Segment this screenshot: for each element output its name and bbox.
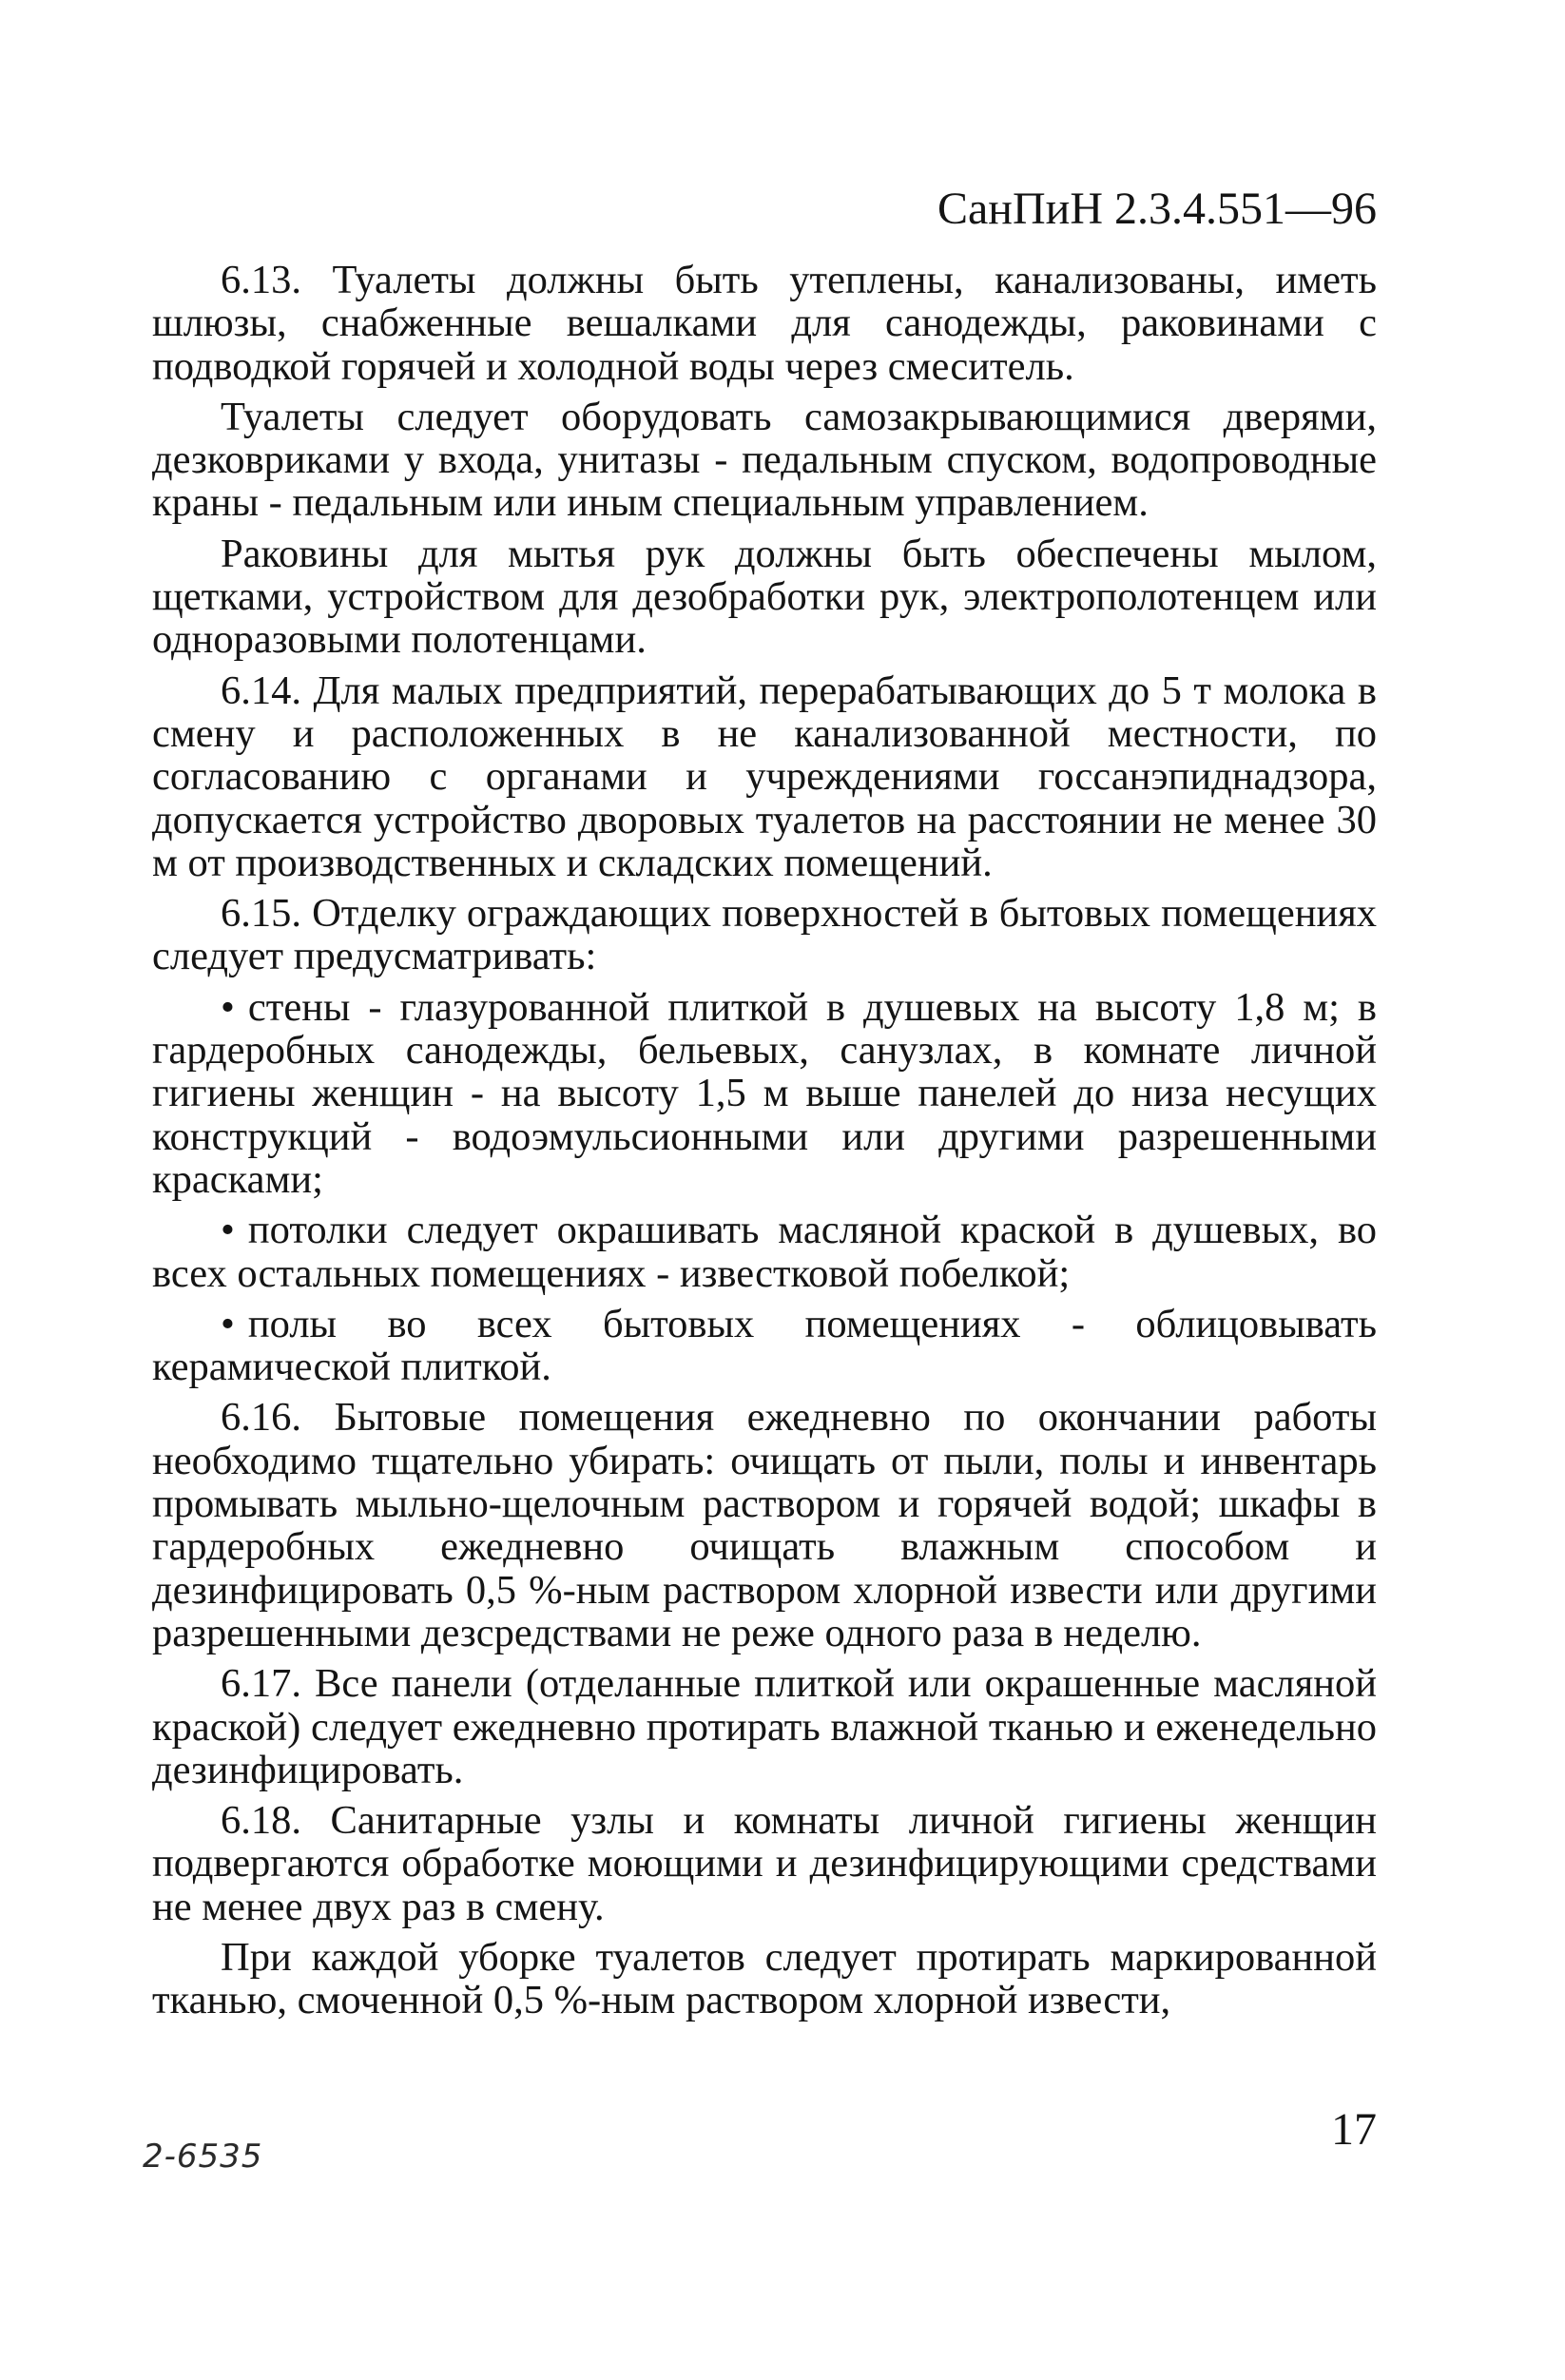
bullet-text: потолки следует окрашивать масляной краской в душевых, во всех остальных помещениях - известковой побелкой; — [152, 1208, 1377, 1296]
paragraph-toilet-cleaning: При каждой уборке туалетов следует протирать маркированной тканью, смоченной 0,5 %-ным раствором хлорной извести, — [152, 1934, 1377, 2023]
paragraph-toilet-equipment: Туалеты следует оборудовать самозакрывающимися дверями, дезковриками у входа, унитазы - педальным спуском, водопроводные краны - педальным или иным специальным управлением. — [152, 394, 1377, 526]
bullet-walls — [152, 986, 1377, 1201]
archive-mark: 2-6535 — [143, 2138, 263, 2176]
paragraph-6-15: 6.15. Отделку ограждающих поверхностей в бытовых помещениях следует предусматривать: — [152, 891, 1377, 979]
paragraph-6-16: 6.16. Бытовые помещения ежедневно по окончании работы необходимо тщательно убирать: очищать от пыли, полы и инвентарь промывать мыльно-щелочным раствором и горячей водой; шкафы в гардеробных ежедневно очищать влажным способом и дезинфицировать 0,5 %-ным раствором хлорной извести или другими разрешенными дезсредствами не реже одного раза в неделю. — [152, 1395, 1377, 1655]
bullet-marker: • — [221, 1301, 235, 1346]
bullet-text: стены - глазурованной плиткой в душевых на высоту 1,8 м; в гардеробных санодежды, бельевых, санузлах, в комнате личной гигиены женщин - на высоту 1,5 м выше панелей до низа несущих конструкций - водоэмульсионными или другими разрешенными красками; — [152, 984, 1377, 1202]
paragraph-6-18: 6.18. Санитарные узлы и комнаты личной гигиены женщин подвергаются обработке моющими и дезинфицирующими средствами не менее двух раз в смену. — [152, 1798, 1377, 1929]
bullet-text: полы во всех бытовых помещениях - облицовывать керамической плиткой. — [152, 1301, 1377, 1390]
paragraph-6-13: 6.13. Туалеты должны быть утеплены, канализованы, иметь шлюзы, снабженные вешалками для санодежды, раковинами с подводкой горячей и холодной воды через смеситель. — [152, 258, 1377, 389]
bullet-ceilings — [152, 1209, 1377, 1295]
document-code-header: СанПиН 2.3.4.551—96 — [937, 184, 1377, 234]
page-number: 17 — [1331, 2104, 1377, 2155]
paragraph-6-17: 6.17. Все панели (отделанные плиткой или окрашенные масляной краской) следует ежедневно протирать влажной тканью и еженедельно дезинфицировать. — [152, 1661, 1377, 1792]
paragraph-hand-washing: Раковины для мытья рук должны быть обеспечены мылом, щетками, устройством для дезобработки рук, электрополотенцем или одноразовыми полотенцами. — [152, 531, 1377, 663]
document-body — [152, 259, 1377, 2030]
bullet-marker: • — [221, 1208, 235, 1253]
bullet-floors — [152, 1303, 1377, 1389]
bullet-marker: • — [221, 984, 235, 1030]
paragraph-6-14: 6.14. Для малых предприятий, перерабатывающих до 5 т молока в смену и расположенных в не канализованной местности, по согласованию с органами и учреждениями госсанэпиднадзора, допускается устройство дворовых туалетов на расстоянии не менее 30 м от производственных и складских помещений. — [152, 668, 1377, 885]
